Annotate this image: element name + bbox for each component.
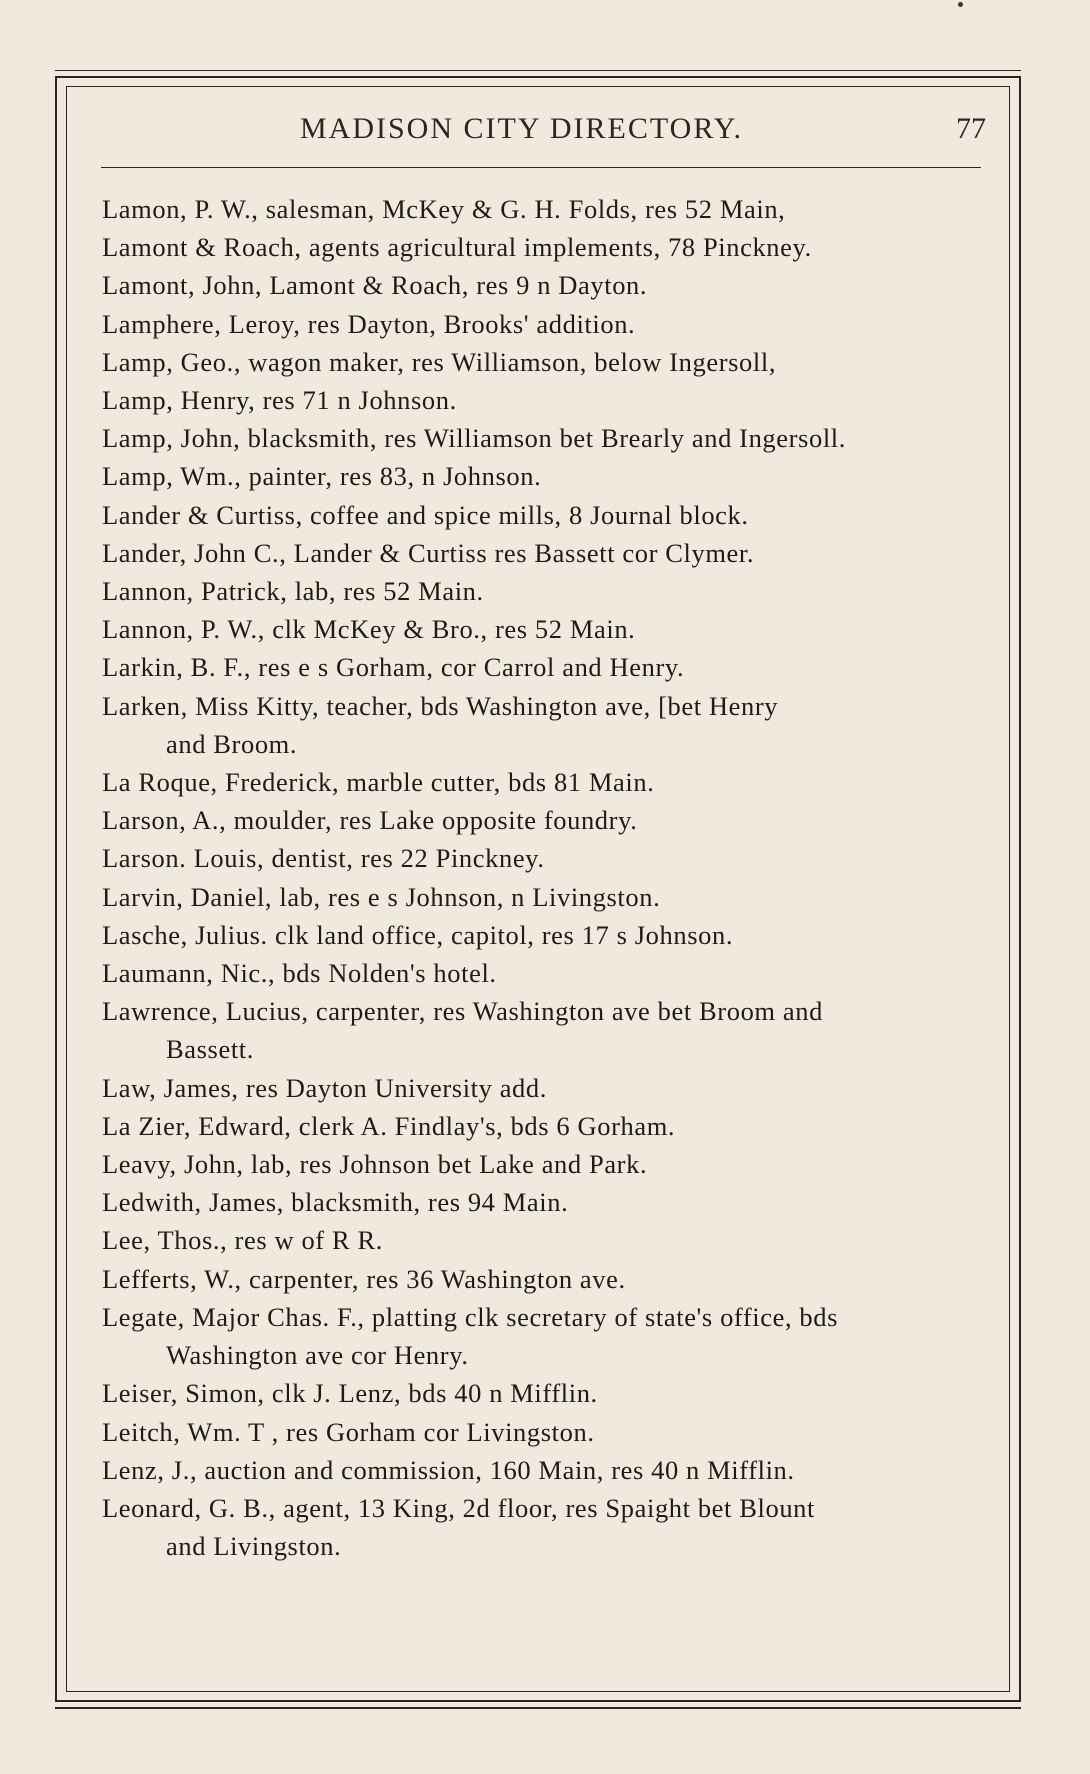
directory-entry — [102, 916, 982, 954]
directory-entry — [102, 1413, 982, 1451]
directory-entry — [102, 1451, 982, 1489]
directory-entry — [102, 496, 982, 534]
directory-entry — [102, 801, 982, 839]
directory-entry — [102, 457, 982, 495]
entry-line: Larvin, Daniel, lab, res e s Johnson, n Livingston. — [102, 881, 661, 912]
entry-line: La Roque, Frederick, marble cutter, bds 81 Main. — [102, 767, 655, 798]
entry-line: Lefferts, W., carpenter, res 36 Washington ave. — [102, 1263, 626, 1294]
entry-line: Lamp, John, blacksmith, res Williamson bet Brearly and Ingersoll. — [102, 423, 846, 454]
entry-line: Lamp, Wm., painter, res 83, n Johnson. — [102, 461, 542, 492]
directory-entry — [102, 1489, 982, 1565]
header-rule — [101, 167, 981, 168]
entry-line: Lamp, Geo., wagon maker, res Williamson, below Ingersoll, — [102, 346, 777, 377]
entry-line: Lamphere, Leroy, res Dayton, Brooks' addition. — [102, 308, 636, 339]
directory-entry — [102, 1145, 982, 1183]
directory-entry — [102, 1221, 982, 1259]
page-number: 77 — [956, 112, 986, 145]
entry-line: Legate, Major Chas. F., platting clk secretary of state's office, bds — [102, 1301, 839, 1332]
entry-continuation-line: Washington ave cor Henry. — [166, 1340, 469, 1371]
bottom-border-rule — [55, 1707, 1021, 1709]
directory-entry — [102, 1374, 982, 1412]
directory-entry — [102, 839, 982, 877]
directory-entry — [102, 878, 982, 916]
entry-line: Lawrence, Lucius, carpenter, res Washington ave bet Broom and — [102, 996, 823, 1027]
entry-line: Larson, A., moulder, res Lake opposite foundry. — [102, 805, 638, 836]
directory-entry — [102, 419, 982, 457]
directory-entry — [102, 648, 982, 686]
entry-line: Lenz, J., auction and commission, 160 Main, res 40 n Mifflin. — [102, 1454, 795, 1485]
running-header-title: MADISON CITY DIRECTORY. — [300, 112, 743, 145]
directory-entry — [102, 1069, 982, 1107]
directory-entry — [102, 381, 982, 419]
top-border-rule — [55, 70, 1021, 71]
entry-line: Lasche, Julius. clk land office, capitol, res 17 s Johnson. — [102, 919, 734, 950]
entry-line: Larkin, B. F., res e s Gorham, cor Carrol and Henry. — [102, 652, 685, 683]
directory-entry — [102, 1107, 982, 1145]
directory-entry — [102, 1298, 982, 1374]
entry-continuation-line: Bassett. — [166, 1034, 254, 1065]
entry-line: Lander & Curtiss, coffee and spice mills, 8 Journal block. — [102, 499, 749, 530]
directory-entry — [102, 266, 982, 304]
entry-line: Leonard, G. B., agent, 13 King, 2d floor, res Spaight bet Blount — [102, 1492, 815, 1523]
page-speck — [958, 2, 963, 7]
directory-entries — [102, 190, 982, 1565]
directory-entry — [102, 687, 982, 763]
entry-continuation-line: and Broom. — [166, 728, 298, 759]
entry-line: Lander, John C., Lander & Curtiss res Bassett cor Clymer. — [102, 537, 755, 568]
entry-line: Lannon, Patrick, lab, res 52 Main. — [102, 576, 484, 607]
entry-line: Leiser, Simon, clk J. Lenz, bds 40 n Mifflin. — [102, 1378, 598, 1409]
directory-entry — [102, 610, 982, 648]
directory-entry — [102, 343, 982, 381]
directory-entry — [102, 305, 982, 343]
entry-line: Lamp, Henry, res 71 n Johnson. — [102, 385, 457, 416]
entry-line: Lamont, John, Lamont & Roach, res 9 n Dayton. — [102, 270, 648, 301]
entry-line: Lee, Thos., res w of R R. — [102, 1225, 383, 1256]
directory-entry — [102, 190, 982, 228]
entry-line: Lamon, P. W., salesman, McKey & G. H. Folds, res 52 Main, — [102, 194, 786, 224]
entry-continuation-line: and Livingston. — [166, 1531, 342, 1562]
directory-entry — [102, 1183, 982, 1221]
directory-entry — [102, 992, 982, 1068]
directory-entry — [102, 763, 982, 801]
directory-entry — [102, 572, 982, 610]
entry-line: Larson. Louis, dentist, res 22 Pinckney. — [102, 843, 545, 874]
entry-line: Larken, Miss Kitty, teacher, bds Washington ave, [bet Henry — [102, 690, 779, 721]
entry-line: Lannon, P. W., clk McKey & Bro., res 52 Main. — [102, 614, 636, 645]
directory-entry — [102, 954, 982, 992]
directory-entry — [102, 534, 982, 572]
entry-line: Laumann, Nic., bds Nolden's hotel. — [102, 958, 497, 989]
directory-entry — [102, 1260, 982, 1298]
entry-line: Leitch, Wm. T , res Gorham cor Livingston. — [102, 1416, 595, 1447]
entry-line: Ledwith, James, blacksmith, res 94 Main. — [102, 1187, 569, 1218]
directory-entry — [102, 228, 982, 266]
entry-line: La Zier, Edward, clerk A. Findlay's, bds 6 Gorham. — [102, 1110, 676, 1141]
entry-line: Lamont & Roach, agents agricultural implements, 78 Pinckney. — [102, 232, 812, 263]
entry-line: Leavy, John, lab, res Johnson bet Lake and Park. — [102, 1149, 648, 1180]
entry-line: Law, James, res Dayton University add. — [102, 1072, 547, 1103]
